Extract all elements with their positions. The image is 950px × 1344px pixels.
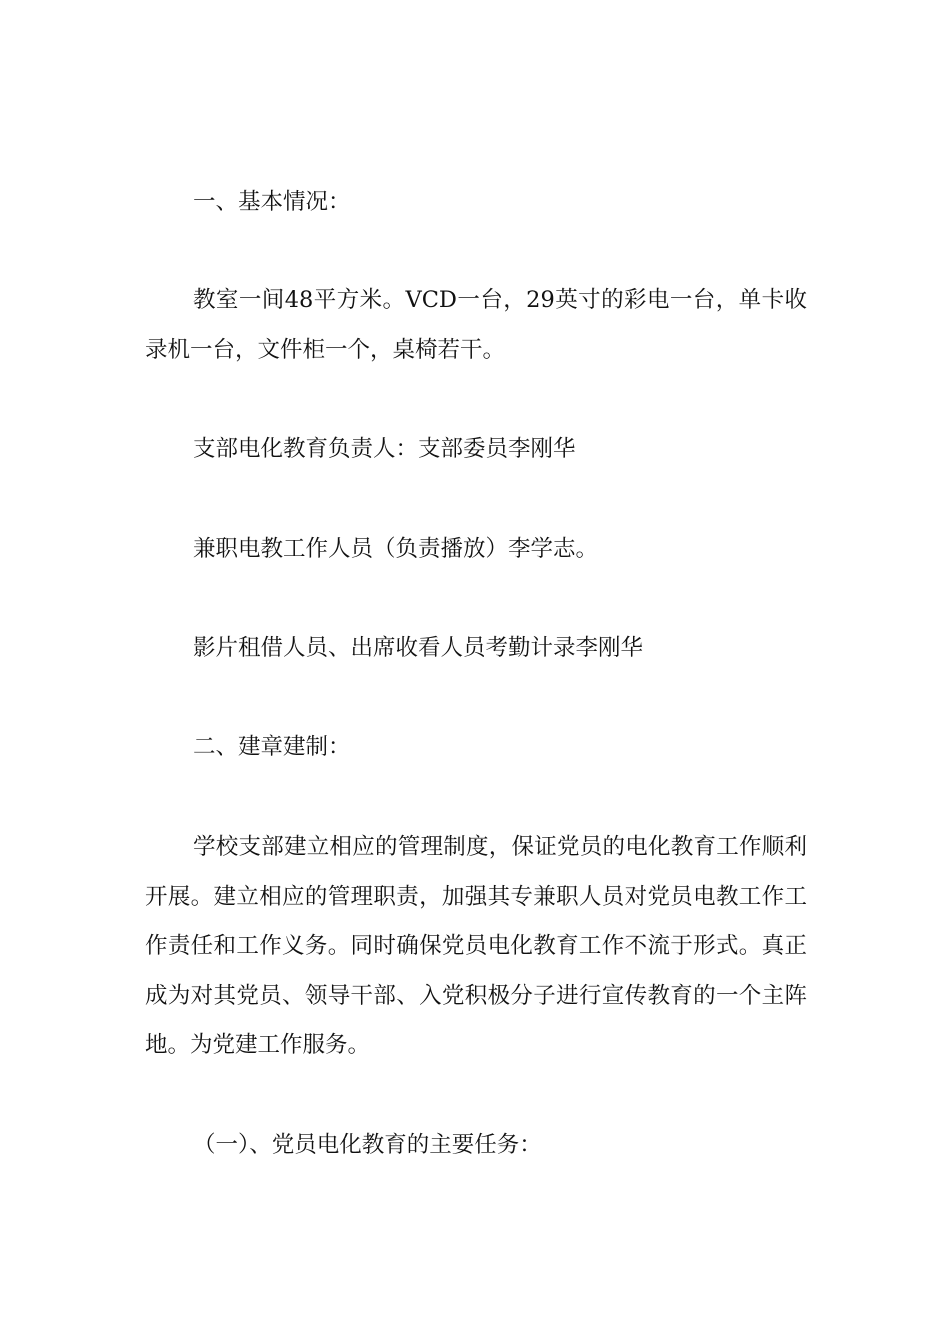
section-heading-regulations: 二、建章建制： — [193, 734, 351, 760]
subsection-heading-main-tasks: （一）、党员电化教育的主要任务： — [193, 1132, 542, 1158]
paragraph-branch-lead: 支部电化教育负责人：支部委员李刚华 — [193, 436, 576, 462]
paragraph-part-time-staff: 兼职电教工作人员（负责播放）李学志。 — [193, 536, 599, 562]
paragraph-equipment: 教室一间48平方米。VCD一台，29英寸的彩电一台，单卡收录机一台，文件柜一个，桌椅若干。 — [145, 287, 808, 363]
paragraph-attendance: 影片租借人员、出席收看人员考勤计录李刚华 — [193, 635, 644, 661]
paragraph-management-system: 学校支部建立相应的管理制度，保证党员的电化教育工作顺利开展。建立相应的管理职责，加强其专兼职人员对党员电教工作工作责任和工作义务。同时确保党员电化教育工作不流于形式。真正成为对其党员、领导干部、入党积极分子进行宣传教育的一个主阵地。为党建工作服务。 — [145, 834, 807, 1058]
section-heading-basic-situation: 一、基本情况： — [193, 189, 351, 215]
